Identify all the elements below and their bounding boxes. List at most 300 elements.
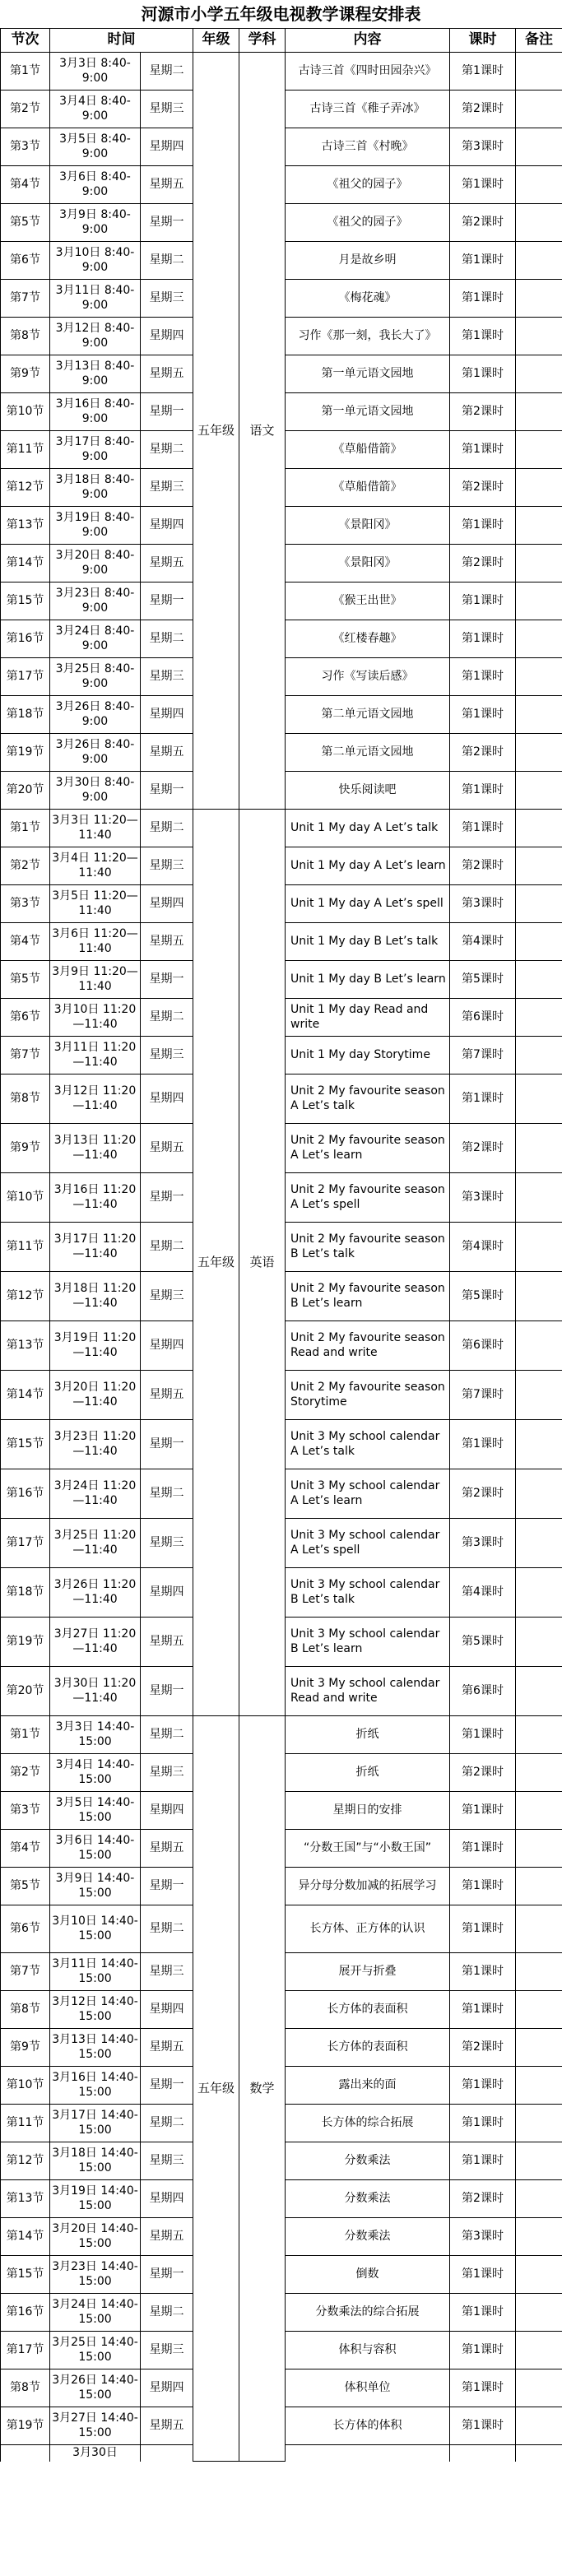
cell-weekday: 星期二 xyxy=(141,810,193,847)
cell-remarks xyxy=(516,469,562,507)
cell-remarks xyxy=(516,2142,562,2180)
cell-period: 第1课时 xyxy=(450,2407,516,2445)
cell-period: 第2课时 xyxy=(450,469,516,507)
cell-date-time: 3月27日 14:40-15:00 xyxy=(50,2407,141,2445)
cell-remarks xyxy=(516,1868,562,1905)
cell-session: 第20节 xyxy=(1,772,50,810)
cell-weekday: 星期一 xyxy=(141,772,193,810)
cell-date-time: 3月13日 14:40-15:00 xyxy=(50,2029,141,2067)
cell-period: 第2课时 xyxy=(450,91,516,128)
cell-period: 第1课时 xyxy=(450,1868,516,1905)
cell-subject: 数学 xyxy=(239,1716,286,2462)
cell-content: 长方体的表面积 xyxy=(286,2029,450,2067)
cell-period: 第1课时 xyxy=(450,280,516,318)
cell-date-time: 3月25日 8:40-9:00 xyxy=(50,658,141,696)
cell-content: 《草船借箭》 xyxy=(286,431,450,469)
cell-remarks xyxy=(516,53,562,91)
cell-weekday: 星期四 xyxy=(141,885,193,923)
cell-period: 第1课时 xyxy=(450,242,516,280)
cell-period: 第1课时 xyxy=(450,1716,516,1754)
cell-weekday: 星期二 xyxy=(141,2294,193,2332)
cell-period: 第1课时 xyxy=(450,2332,516,2369)
cell-session: 第1节 xyxy=(1,810,50,847)
cell-session: 第4节 xyxy=(1,923,50,961)
cell-session: 第13节 xyxy=(1,1321,50,1371)
cell-session: 第14节 xyxy=(1,1371,50,1420)
cell-period: 第4课时 xyxy=(450,1568,516,1618)
cell-remarks xyxy=(516,166,562,204)
cell-content: Unit 2 My favourite season A Let’s learn xyxy=(286,1124,450,1173)
cell-session: 第14节 xyxy=(1,2218,50,2256)
cell-period: 第1课时 xyxy=(450,2067,516,2105)
cell-date-time: 3月24日 14:40-15:00 xyxy=(50,2294,141,2332)
cell-content: 第一单元语文园地 xyxy=(286,393,450,431)
cell-date-time: 3月24日 8:40-9:00 xyxy=(50,620,141,658)
cell-period xyxy=(450,2445,516,2462)
cell-session: 第12节 xyxy=(1,2142,50,2180)
cell-session: 第9节 xyxy=(1,2029,50,2067)
cell-weekday: 星期二 xyxy=(141,1223,193,1272)
cell-weekday: 星期二 xyxy=(141,1716,193,1754)
cell-content: 分数乘法 xyxy=(286,2180,450,2218)
cell-session: 第7节 xyxy=(1,1037,50,1074)
header-row xyxy=(1,29,562,53)
cell-session: 第8节 xyxy=(1,318,50,355)
cell-remarks xyxy=(516,2180,562,2218)
cell-content: 《景阳冈》 xyxy=(286,507,450,545)
cell-session: 第1节 xyxy=(1,53,50,91)
cell-remarks xyxy=(516,2294,562,2332)
cell-weekday: 星期四 xyxy=(141,1792,193,1830)
cell-period: 第1课时 xyxy=(450,507,516,545)
cell-date-time: 3月9日 11:20—11:40 xyxy=(50,961,141,999)
cell-weekday: 星期五 xyxy=(141,734,193,772)
cell-weekday: 星期五 xyxy=(141,2218,193,2256)
cell-session: 第6节 xyxy=(1,999,50,1037)
cell-session: 第5节 xyxy=(1,1868,50,1905)
cell-session: 第14节 xyxy=(1,545,50,583)
cell-date-time: 3月6日 8:40-9:00 xyxy=(50,166,141,204)
cell-content: Unit 3 My school calendar Read and write xyxy=(286,1667,450,1716)
cell-content: 分数乘法 xyxy=(286,2142,450,2180)
cell-session: 第3节 xyxy=(1,128,50,166)
cell-date-time: 3月13日 8:40-9:00 xyxy=(50,355,141,393)
cell-content: Unit 3 My school calendar B Let’s learn xyxy=(286,1618,450,1667)
cell-period: 第3课时 xyxy=(450,128,516,166)
cell-session: 第7节 xyxy=(1,280,50,318)
cell-period: 第2课时 xyxy=(450,2180,516,2218)
cell-weekday: 星期三 xyxy=(141,1519,193,1568)
cell-remarks xyxy=(516,242,562,280)
cell-date-time: 3月12日 8:40-9:00 xyxy=(50,318,141,355)
cell-weekday: 星期一 xyxy=(141,204,193,242)
cell-date-time: 3月6日 11:20—11:40 xyxy=(50,923,141,961)
cell-weekday: 星期四 xyxy=(141,318,193,355)
cell-content: 第二单元语文园地 xyxy=(286,734,450,772)
cell-period: 第1课时 xyxy=(450,2294,516,2332)
cell-remarks xyxy=(516,1371,562,1420)
cell-session: 第10节 xyxy=(1,2067,50,2105)
cell-weekday: 星期一 xyxy=(141,1868,193,1905)
cell-session: 第5节 xyxy=(1,204,50,242)
cell-date-time: 3月26日 8:40-9:00 xyxy=(50,734,141,772)
cell-weekday: 星期五 xyxy=(141,923,193,961)
cell-remarks xyxy=(516,280,562,318)
cell-weekday: 星期一 xyxy=(141,2256,193,2294)
cell-content: 古诗三首《稚子弄冰》 xyxy=(286,91,450,128)
cell-remarks xyxy=(516,128,562,166)
cell-content: 《猴王出世》 xyxy=(286,583,450,620)
cell-period: 第1课时 xyxy=(450,2142,516,2180)
cell-date-time: 3月26日 8:40-9:00 xyxy=(50,696,141,734)
cell-remarks xyxy=(516,1830,562,1868)
cell-remarks xyxy=(516,2369,562,2407)
cell-weekday: 星期四 xyxy=(141,1991,193,2029)
cell-content: 折纸 xyxy=(286,1716,450,1754)
cell-date-time: 3月23日 11:20—11:40 xyxy=(50,1420,141,1469)
cell-weekday: 星期三 xyxy=(141,2332,193,2369)
cell-session: 第4节 xyxy=(1,166,50,204)
cell-content: Unit 3 My school calendar B Let’s talk xyxy=(286,1568,450,1618)
cell-content: 《祖父的园子》 xyxy=(286,166,450,204)
cell-date-time: 3月10日 11:20—11:40 xyxy=(50,999,141,1037)
cell-date-time: 3月12日 11:20—11:40 xyxy=(50,1074,141,1124)
cell-period: 第3课时 xyxy=(450,1173,516,1223)
cell-session: 第1节 xyxy=(1,1716,50,1754)
cell-weekday: 星期三 xyxy=(141,847,193,885)
cell-date-time: 3月26日 14:40-15:00 xyxy=(50,2369,141,2407)
cell-date-time: 3月10日 8:40-9:00 xyxy=(50,242,141,280)
cell-weekday: 星期四 xyxy=(141,1321,193,1371)
cell-content: 长方体的体积 xyxy=(286,2407,450,2445)
schedule-table xyxy=(0,28,562,2462)
cell-date-time: 3月16日 8:40-9:00 xyxy=(50,393,141,431)
cell-session: 第2节 xyxy=(1,1754,50,1792)
cell-session: 第13节 xyxy=(1,2180,50,2218)
cell-date-time: 3月13日 11:20—11:40 xyxy=(50,1124,141,1173)
cell-weekday: 星期三 xyxy=(141,1037,193,1074)
cell-remarks xyxy=(516,2105,562,2142)
cell-date-time: 3月9日 14:40-15:00 xyxy=(50,1868,141,1905)
cell-remarks xyxy=(516,696,562,734)
cell-weekday: 星期四 xyxy=(141,128,193,166)
cell-date-time: 3月5日 11:20—11:40 xyxy=(50,885,141,923)
cell-period: 第4课时 xyxy=(450,923,516,961)
cell-date-time: 3月25日 14:40-15:00 xyxy=(50,2332,141,2369)
cell-remarks xyxy=(516,961,562,999)
header-session: 节次 xyxy=(1,29,50,53)
cell-period: 第1课时 xyxy=(450,166,516,204)
cell-weekday: 星期二 xyxy=(141,53,193,91)
cell-session: 第10节 xyxy=(1,393,50,431)
cell-weekday: 星期四 xyxy=(141,1568,193,1618)
cell-date-time: 3月24日 11:20—11:40 xyxy=(50,1469,141,1519)
cell-content: 长方体、正方体的认识 xyxy=(286,1905,450,1953)
cell-content: Unit 1 My day B Let’s talk xyxy=(286,923,450,961)
cell-period: 第2课时 xyxy=(450,847,516,885)
cell-date-time: 3月4日 14:40-15:00 xyxy=(50,1754,141,1792)
cell-content: 展开与折叠 xyxy=(286,1953,450,1991)
cell-session: 第8节 xyxy=(1,1991,50,2029)
cell-date-time: 3月26日 11:20—11:40 xyxy=(50,1568,141,1618)
table-row xyxy=(1,1716,562,1754)
cell-date-time: 3月11日 8:40-9:00 xyxy=(50,280,141,318)
cell-period: 第4课时 xyxy=(450,1223,516,1272)
cell-remarks xyxy=(516,355,562,393)
cell-subject: 语文 xyxy=(239,53,286,810)
cell-weekday: 星期一 xyxy=(141,961,193,999)
cell-period: 第1课时 xyxy=(450,772,516,810)
cell-period: 第1课时 xyxy=(450,2369,516,2407)
cell-date-time: 3月3日 14:40-15:00 xyxy=(50,1716,141,1754)
cell-session: 第3节 xyxy=(1,1792,50,1830)
cell-weekday: 星期一 xyxy=(141,1667,193,1716)
cell-period: 第2课时 xyxy=(450,1754,516,1792)
cell-date-time: 3月30日 xyxy=(50,2445,141,2462)
cell-remarks xyxy=(516,318,562,355)
cell-content: 《梅花魂》 xyxy=(286,280,450,318)
cell-content: 体积与容积 xyxy=(286,2332,450,2369)
header-period: 课时 xyxy=(450,29,516,53)
cell-content: 星期日的安排 xyxy=(286,1792,450,1830)
cell-session: 第2节 xyxy=(1,847,50,885)
cell-session: 第7节 xyxy=(1,1953,50,1991)
cell-session: 第4节 xyxy=(1,1830,50,1868)
cell-weekday: 星期一 xyxy=(141,2067,193,2105)
cell-weekday: 星期五 xyxy=(141,166,193,204)
cell-period: 第2课时 xyxy=(450,2029,516,2067)
cell-date-time: 3月9日 8:40-9:00 xyxy=(50,204,141,242)
cell-date-time: 3月12日 14:40-15:00 xyxy=(50,1991,141,2029)
cell-remarks xyxy=(516,999,562,1037)
cell-content: Unit 2 My favourite season A Let’s talk xyxy=(286,1074,450,1124)
cell-remarks xyxy=(516,658,562,696)
cell-content: 异分母分数加减的拓展学习 xyxy=(286,1868,450,1905)
cell-remarks xyxy=(516,1272,562,1321)
cell-content: Unit 2 My favourite season B Let’s learn xyxy=(286,1272,450,1321)
cell-content: 露出来的面 xyxy=(286,2067,450,2105)
cell-weekday: 星期三 xyxy=(141,469,193,507)
cell-content: Unit 1 My day Storytime xyxy=(286,1037,450,1074)
cell-weekday: 星期一 xyxy=(141,583,193,620)
cell-weekday: 星期二 xyxy=(141,431,193,469)
cell-content: 折纸 xyxy=(286,1754,450,1792)
cell-weekday: 星期四 xyxy=(141,2369,193,2407)
cell-session: 第11节 xyxy=(1,1223,50,1272)
cell-remarks xyxy=(516,393,562,431)
cell-period: 第1课时 xyxy=(450,318,516,355)
cell-session: 第15节 xyxy=(1,2256,50,2294)
cell-content: 体积单位 xyxy=(286,2369,450,2407)
cell-weekday: 星期五 xyxy=(141,1371,193,1420)
cell-weekday: 星期三 xyxy=(141,1754,193,1792)
cell-weekday: 星期五 xyxy=(141,1124,193,1173)
cell-date-time: 3月23日 14:40-15:00 xyxy=(50,2256,141,2294)
cell-date-time: 3月6日 14:40-15:00 xyxy=(50,1830,141,1868)
cell-date-time: 3月16日 11:20—11:40 xyxy=(50,1173,141,1223)
cell-session: 第8节 xyxy=(1,2369,50,2407)
cell-content: Unit 2 My favourite season Read and write xyxy=(286,1321,450,1371)
cell-remarks xyxy=(516,1716,562,1754)
cell-remarks xyxy=(516,1754,562,1792)
cell-period: 第1课时 xyxy=(450,2105,516,2142)
cell-content: 习作《那一刻，我长大了》 xyxy=(286,318,450,355)
cell-period: 第5课时 xyxy=(450,1272,516,1321)
cell-remarks xyxy=(516,1173,562,1223)
cell-date-time: 3月18日 14:40-15:00 xyxy=(50,2142,141,2180)
cell-weekday: 星期五 xyxy=(141,1830,193,1868)
cell-period: 第1课时 xyxy=(450,355,516,393)
cell-date-time: 3月27日 11:20—11:40 xyxy=(50,1618,141,1667)
cell-session: 第13节 xyxy=(1,507,50,545)
cell-date-time: 3月30日 11:20—11:40 xyxy=(50,1667,141,1716)
cell-date-time: 3月19日 8:40-9:00 xyxy=(50,507,141,545)
cell-weekday: 星期五 xyxy=(141,545,193,583)
table-row xyxy=(1,810,562,847)
cell-session: 第15节 xyxy=(1,1420,50,1469)
cell-date-time: 3月10日 14:40-15:00 xyxy=(50,1905,141,1953)
cell-weekday: 星期二 xyxy=(141,2105,193,2142)
cell-content: 《祖父的园子》 xyxy=(286,204,450,242)
cell-period: 第1课时 xyxy=(450,583,516,620)
cell-weekday: 星期二 xyxy=(141,1905,193,1953)
cell-content: 古诗三首《村晚》 xyxy=(286,128,450,166)
cell-content: 分数乘法 xyxy=(286,2218,450,2256)
cell-date-time: 3月11日 11:20—11:40 xyxy=(50,1037,141,1074)
cell-weekday: 星期三 xyxy=(141,1272,193,1321)
cell-content: Unit 2 My favourite season A Let’s spell xyxy=(286,1173,450,1223)
cell-session: 第5节 xyxy=(1,961,50,999)
cell-remarks xyxy=(516,923,562,961)
cell-period: 第2课时 xyxy=(450,1469,516,1519)
cell-weekday: 星期三 xyxy=(141,280,193,318)
cell-remarks xyxy=(516,2218,562,2256)
cell-period: 第7课时 xyxy=(450,1037,516,1074)
cell-remarks xyxy=(516,1568,562,1618)
cell-date-time: 3月23日 8:40-9:00 xyxy=(50,583,141,620)
cell-remarks xyxy=(516,1991,562,2029)
cell-date-time: 3月17日 14:40-15:00 xyxy=(50,2105,141,2142)
cell-content: Unit 1 My day Read and write xyxy=(286,999,450,1037)
cell-remarks xyxy=(516,1037,562,1074)
cell-period: 第7课时 xyxy=(450,1371,516,1420)
cell-weekday: 星期三 xyxy=(141,91,193,128)
cell-period: 第3课时 xyxy=(450,885,516,923)
cell-date-time: 3月30日 8:40-9:00 xyxy=(50,772,141,810)
cell-remarks xyxy=(516,1618,562,1667)
cell-period: 第2课时 xyxy=(450,204,516,242)
cell-remarks xyxy=(516,545,562,583)
cell-content: 长方体的表面积 xyxy=(286,1991,450,2029)
cell-date-time: 3月20日 14:40-15:00 xyxy=(50,2218,141,2256)
cell-session: 第20节 xyxy=(1,1667,50,1716)
cell-remarks xyxy=(516,885,562,923)
cell-period: 第3课时 xyxy=(450,2218,516,2256)
cell-date-time: 3月17日 11:20—11:40 xyxy=(50,1223,141,1272)
cell-date-time: 3月4日 11:20—11:40 xyxy=(50,847,141,885)
cell-remarks xyxy=(516,1792,562,1830)
cell-date-time: 3月16日 14:40-15:00 xyxy=(50,2067,141,2105)
cell-content: “分数王国”与“小数王国” xyxy=(286,1830,450,1868)
cell-period: 第2课时 xyxy=(450,1124,516,1173)
cell-weekday: 星期一 xyxy=(141,1173,193,1223)
cell-session: 第11节 xyxy=(1,2105,50,2142)
cell-remarks xyxy=(516,2407,562,2445)
cell-period: 第1课时 xyxy=(450,1792,516,1830)
cell-weekday: 星期四 xyxy=(141,2180,193,2218)
cell-session: 第18节 xyxy=(1,696,50,734)
cell-grade: 五年级 xyxy=(193,810,239,1716)
cell-remarks xyxy=(516,1223,562,1272)
cell-date-time: 3月19日 14:40-15:00 xyxy=(50,2180,141,2218)
cell-session: 第6节 xyxy=(1,242,50,280)
table-row xyxy=(1,53,562,91)
cell-date-time: 3月18日 11:20—11:40 xyxy=(50,1272,141,1321)
header-time: 时间 xyxy=(50,29,193,53)
cell-period: 第1课时 xyxy=(450,810,516,847)
cell-remarks xyxy=(516,1953,562,1991)
cell-remarks xyxy=(516,847,562,885)
cell-remarks xyxy=(516,1124,562,1173)
cell-session: 第18节 xyxy=(1,1568,50,1618)
cell-session: 第17节 xyxy=(1,658,50,696)
cell-period: 第1课时 xyxy=(450,658,516,696)
cell-content: 习作《写读后感》 xyxy=(286,658,450,696)
cell-date-time: 3月5日 14:40-15:00 xyxy=(50,1792,141,1830)
cell-remarks xyxy=(516,2256,562,2294)
cell-weekday xyxy=(141,2445,193,2462)
cell-period: 第1课时 xyxy=(450,1905,516,1953)
cell-period: 第1课时 xyxy=(450,1991,516,2029)
cell-session: 第8节 xyxy=(1,1074,50,1124)
cell-weekday: 星期二 xyxy=(141,1469,193,1519)
cell-content: Unit 2 My favourite season B Let’s talk xyxy=(286,1223,450,1272)
cell-grade: 五年级 xyxy=(193,53,239,810)
cell-session: 第17节 xyxy=(1,1519,50,1568)
cell-date-time: 3月3日 11:20—11:40 xyxy=(50,810,141,847)
cell-date-time: 3月18日 8:40-9:00 xyxy=(50,469,141,507)
cell-remarks xyxy=(516,2332,562,2369)
cell-session: 第10节 xyxy=(1,1173,50,1223)
cell-date-time: 3月25日 11:20—11:40 xyxy=(50,1519,141,1568)
cell-period: 第2课时 xyxy=(450,734,516,772)
cell-period: 第1课时 xyxy=(450,1953,516,1991)
cell-period: 第1课时 xyxy=(450,1830,516,1868)
cell-content: Unit 1 My day B Let’s learn xyxy=(286,961,450,999)
cell-remarks xyxy=(516,91,562,128)
cell-weekday: 星期五 xyxy=(141,2407,193,2445)
cell-session: 第12节 xyxy=(1,469,50,507)
cell-remarks xyxy=(516,2029,562,2067)
cell-period: 第1课时 xyxy=(450,431,516,469)
cell-content: Unit 3 My school calendar A Let’s talk xyxy=(286,1420,450,1469)
cell-content: 月是故乡明 xyxy=(286,242,450,280)
cell-content: Unit 3 My school calendar A Let’s learn xyxy=(286,1469,450,1519)
cell-content: Unit 2 My favourite season Storytime xyxy=(286,1371,450,1420)
cell-session: 第19节 xyxy=(1,2407,50,2445)
cell-remarks xyxy=(516,507,562,545)
cell-period: 第1课时 xyxy=(450,696,516,734)
cell-remarks xyxy=(516,1321,562,1371)
cell-session: 第12节 xyxy=(1,1272,50,1321)
cell-period: 第1课时 xyxy=(450,1420,516,1469)
cell-session: 第9节 xyxy=(1,1124,50,1173)
cell-remarks xyxy=(516,2445,562,2462)
cell-grade: 五年级 xyxy=(193,1716,239,2462)
cell-session: 第19节 xyxy=(1,734,50,772)
cell-content: Unit 1 My day A Let’s spell xyxy=(286,885,450,923)
cell-content: 长方体的综合拓展 xyxy=(286,2105,450,2142)
